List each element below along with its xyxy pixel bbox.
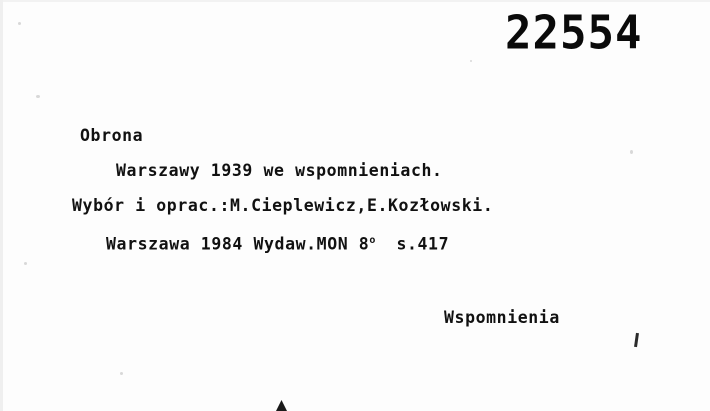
entry-line-title-sub: Warszawy 1939 we wspomnieniach. <box>116 161 443 180</box>
paper-speckle <box>18 22 21 25</box>
card-left-edge <box>0 0 3 411</box>
subject-heading: Wspomnienia <box>444 308 560 327</box>
catalog-entry-body <box>72 118 692 262</box>
entry-line-imprint <box>106 223 692 262</box>
entry-line-statement-of-responsibility: Wybór i oprac.:M.Cieplewicz,E.Kozłowski. <box>72 196 494 215</box>
ink-mark-bottom <box>276 400 287 411</box>
paper-speckle <box>36 95 40 98</box>
ink-mark-right <box>634 333 639 347</box>
paper-speckle <box>470 60 472 62</box>
accession-number: 22554 <box>505 6 643 61</box>
entry-line-title-main: Obrona <box>80 126 144 145</box>
card-top-edge <box>0 0 710 2</box>
format-superscript: o <box>369 235 376 246</box>
entry-imprint-text: Warszawa 1984 Wydaw.MON 8 <box>106 234 370 254</box>
paper-speckle <box>120 372 123 375</box>
paper-speckle <box>24 262 27 265</box>
entry-imprint-pages: s.417 <box>375 234 450 254</box>
